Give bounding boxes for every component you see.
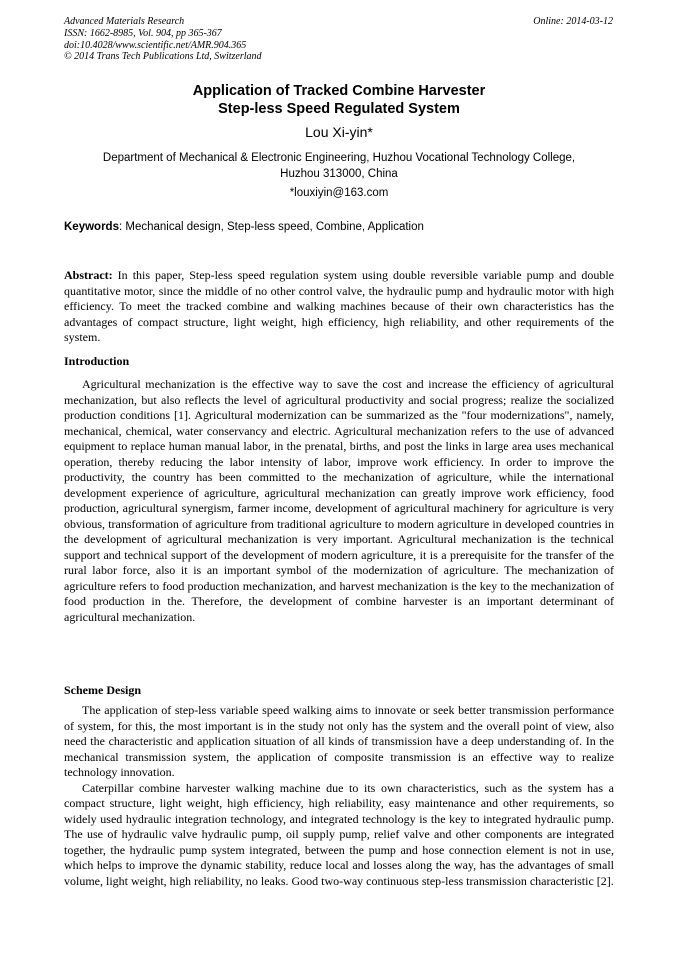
scheme-paragraph-1: The application of step-less variable speed walking aims to innovate or seek better transmission performance of system, for this, the most important is in the study not only has the system and the overall point of view, also need the characteristic and application situation of all kinds of transmission have a deep understanding of. In the mechanical transmission system, the application of composite transmission is an effective way to realize technology innovation. [64,703,614,779]
copyright-line: © 2014 Trans Tech Publications Ltd, Switzerland [64,51,262,63]
scheme-paragraph-2: Caterpillar combine harvester walking machine due to its own characteristics, such as the system has a compact structure, light weight, high efficiency, high reliability, easy maintenance and other requirements, so widely used hydraulic integration technology, and integrated technology is the key to integrated hydraulic pump. The use of hydraulic valve hydraulic pump, oil supply pump, relief valve and other components are integrated together, the hydraulic pump system integrated, between the pump and hose connection element is not in use, which helps to improve the dynamic stability, reduce local and losses along the way, has the advantages of small volume, light weight, high reliability, no leaks. Good two-way continuous step-less transmission characteristic [2]. [64,780,614,888]
abstract-label: Abstract: [64,268,113,282]
keywords-label: Keywords [64,221,119,233]
introduction-paragraph: Agricultural mechanization is the effective way to save the cost and increase the efficiency of agricultural mechanization, but also reflects the level of agricultural productivity and social progress; realize the socialized production conditions [1]. Agricultural modernization can be summarized as the "four modernizations", namely, mechanical, chemical, water conservancy and electric. Agricultural mechanization refers to the use of advanced equipment to replace human manual labor, in the prenatal, births, and post the links in large area uses mechanical operation, thereby reducing the labor intensity of labor, improve work efficiency. In order to improve the productivity, the country has been committed to the mechanization of agriculture, while the international development experience of agriculture, agricultural mechanization can greatly improve work efficiency, food production, agricultural synergism, farmer income, development of agricultural machinery for agriculture is very obvious, transformation of agriculture from traditional agriculture to modern agriculture in developed countries in the development of agricultural mechanization is very important. Agricultural mechanization is the technical support and technical support of the development of modern agriculture, it is a prerequisite for the transfer of the rural labor force, also it is an important symbol of the modernization of agriculture. The mechanization of agriculture refers to food production mechanization, and harvest mechanization is the key to the mechanization of food production in the. Therefore, the development of combine harvester is an important determinant of agricultural mechanization. [64,377,614,624]
affiliation [64,150,614,182]
keywords-text: : Mechanical design, Step-less speed, Combine, Application [118,221,424,233]
journal-header [64,16,262,63]
scheme-heading: Scheme Design [64,683,141,697]
paper-title [0,82,678,118]
abstract-paragraph [64,268,614,346]
title-line-2: Step-less Speed Regulated System [218,101,460,117]
introduction-heading: Introduction [64,354,130,368]
abstract [64,268,614,346]
title-line-1: Application of Tracked Combine Harvester [192,83,486,99]
scheme-body [64,703,614,889]
keywords [64,220,614,235]
doi-line: doi:10.4028/www.scientific.net/AMR.904.365 [64,39,247,51]
author-name: Lou Xi-yin* [305,124,373,140]
issn-line: ISSN: 1662-8985, Vol. 904, pp 365-367 [64,27,222,39]
online-date: Online: 2014-03-12 [533,16,613,27]
journal-name: Advanced Materials Research [64,16,185,27]
introduction-body [64,377,614,625]
author-email: *louxiyin@163.com [289,187,389,199]
affiliation-line-1: Department of Mechanical & Electronic Engineering, Huzhou Vocational Technology College, [102,152,576,164]
abstract-text: In this paper, Step-less speed regulation system using double reversible variable pump and double quantitative motor, since the middle of no other control valve, the hydraulic pump and hydraulic motor with high efficiency. To meet the tracked combine and walking machines because of their own characteristics has the advantages of compact structure, light weight, high efficiency, high reliability, and other requirements of the system. [64,268,614,344]
affiliation-line-2: Huzhou 313000, China [280,168,398,180]
